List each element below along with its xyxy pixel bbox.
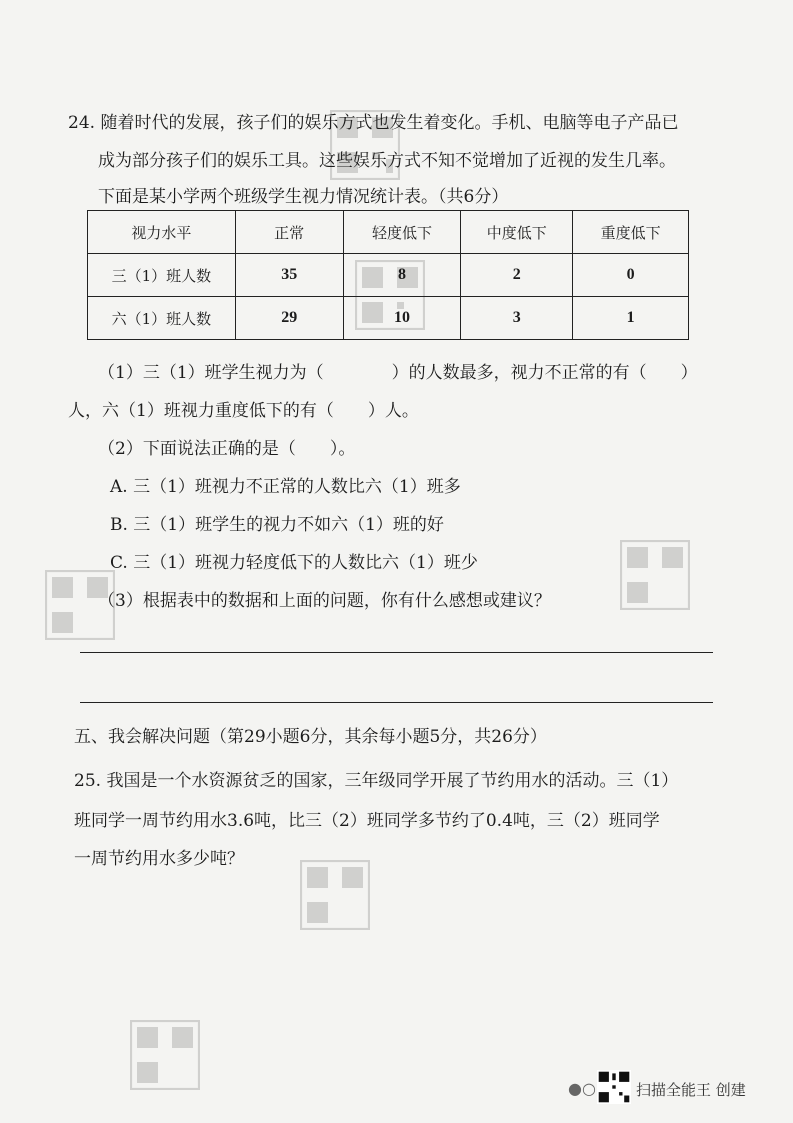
q24-line-3: 下面是某小学两个班级学生视力情况统计表。（共6分）: [98, 187, 509, 207]
qr-watermark-icon: [620, 540, 690, 610]
q24-line-2: 成为部分孩子们的娱乐工具。这些娱乐方式不知不觉增加了近视的发生几率。: [98, 151, 676, 171]
table-cell: 35: [235, 254, 343, 297]
table-cell: 2: [461, 254, 573, 297]
q24-part1-line-a: （1）三（1）班学生视力为（ ）的人数最多，视力不正常的有（ ）: [98, 363, 698, 383]
row-label: 三（1）班人数: [88, 254, 236, 297]
scanner-credit: 扫描全能王 创建: [636, 1081, 746, 1099]
q24-part1-line-b: 人，六（1）班视力重度低下的有（ ）人。: [68, 401, 419, 421]
table-row: [88, 254, 689, 297]
answer-line: [80, 652, 713, 653]
vision-stats-table: [87, 210, 689, 340]
table-header-cell: 中度低下: [461, 211, 573, 254]
q25-line-2: 班同学一周节约用水3.6吨，比三（2）班同学多节约了0.4吨，三（2）班同学: [74, 811, 660, 831]
q24-part3: （3）根据表中的数据和上面的问题，你有什么感想或建议？: [98, 591, 551, 611]
table-header-cell: 视力水平: [88, 211, 236, 254]
section-5-title: 五、我会解决问题（第29小题6分，其余每小题5分，共26分）: [74, 727, 547, 747]
q24-option-b: B. 三（1）班学生的视力不如六（1）班的好: [110, 515, 444, 535]
q24-option-a: A. 三（1）班视力不正常的人数比六（1）班多: [110, 477, 461, 497]
q25-line-3: 一周节约用水多少吨？: [74, 849, 244, 869]
table-row: [88, 297, 689, 340]
table-header-row: [88, 211, 689, 254]
q25-line-1: 25. 我国是一个水资源贫乏的国家，三年级同学开展了节约用水的活动。三（1）: [74, 771, 679, 791]
qr-watermark-icon: [300, 860, 370, 930]
table-cell: 3: [461, 297, 573, 340]
qr-watermark-icon: [130, 1020, 200, 1090]
table-header-cell: 正常: [235, 211, 343, 254]
table-cell: 0: [573, 254, 689, 297]
q24-option-c: C. 三（1）班视力轻度低下的人数比六（1）班少: [110, 553, 478, 573]
table-cell: 29: [235, 297, 343, 340]
table-cell: 8: [343, 254, 461, 297]
answer-line: [80, 702, 713, 703]
table-cell: 1: [573, 297, 689, 340]
q24-line-1: 24. 随着时代的发展，孩子们的娱乐方式也发生着变化。手机、电脑等电子产品已: [68, 113, 679, 133]
wechat-icon: ●○: [568, 1079, 596, 1098]
row-label: 六（1）班人数: [88, 297, 236, 340]
table-header-cell: 重度低下: [573, 211, 689, 254]
q24-part2: （2）下面说法正确的是（ ）。: [98, 439, 356, 459]
table-header-cell: 轻度低下: [343, 211, 461, 254]
table-cell: 10: [343, 297, 461, 340]
qr-code-icon: [597, 1070, 631, 1104]
